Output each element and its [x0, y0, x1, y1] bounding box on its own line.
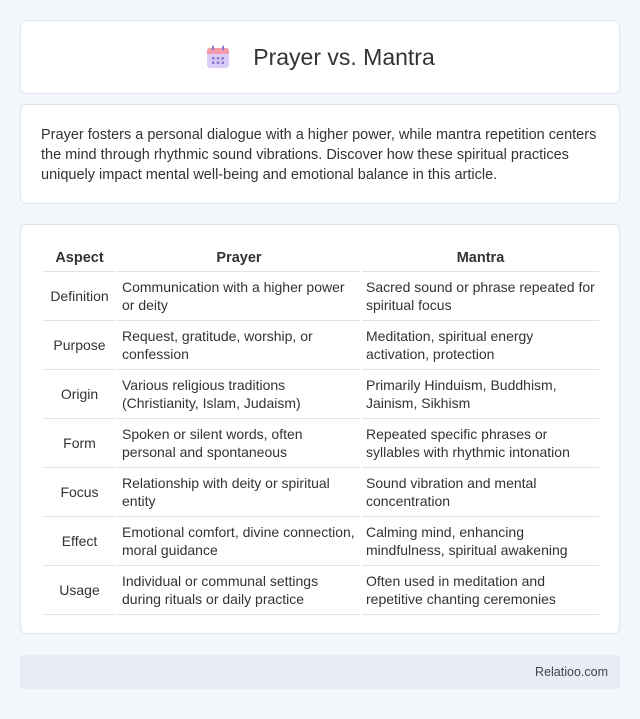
- table-row: [43, 271, 599, 320]
- header-mantra: Mantra: [361, 245, 599, 271]
- row-prayer: Request, gratitude, worship, or confession: [117, 320, 361, 369]
- footer: [20, 655, 620, 689]
- row-prayer: Communication with a higher power or deity: [117, 271, 361, 320]
- row-aspect: Focus: [43, 467, 117, 516]
- row-mantra: Sacred sound or phrase repeated for spiritual focus: [361, 271, 599, 320]
- title-card: [20, 20, 620, 94]
- row-mantra: Calming mind, enhancing mindfulness, spiritual awakening: [361, 516, 599, 565]
- table-row: [43, 516, 599, 565]
- table-row: [43, 467, 599, 516]
- row-aspect: Purpose: [43, 320, 117, 369]
- row-aspect: Definition: [43, 271, 117, 320]
- table-row: [43, 565, 599, 614]
- row-aspect: Origin: [43, 369, 117, 418]
- row-mantra: Often used in meditation and repetitive chanting ceremonies: [361, 565, 599, 614]
- row-prayer: Spoken or silent words, often personal and spontaneous: [117, 418, 361, 467]
- row-mantra: Sound vibration and mental concentration: [361, 467, 599, 516]
- comparison-table: [43, 245, 599, 615]
- table-row: [43, 418, 599, 467]
- table-row: [43, 369, 599, 418]
- intro-text: Prayer fosters a personal dialogue with a higher power, while mantra repetition centers the mind through rhythmic sound vibrations. Discover how these spiritual practices uniquely impact mental well-being and emotional balance in this article.: [41, 127, 597, 183]
- row-prayer: Emotional comfort, divine connection, moral guidance: [117, 516, 361, 565]
- table-header-row: [43, 245, 599, 271]
- row-mantra: Primarily Hinduism, Buddhism, Jainism, Sikhism: [361, 369, 599, 418]
- intro-card: [20, 104, 620, 204]
- header-prayer: Prayer: [117, 245, 361, 271]
- row-mantra: Meditation, spiritual energy activation, protection: [361, 320, 599, 369]
- comparison-card: [20, 224, 620, 634]
- row-prayer: Various religious traditions (Christianity, Islam, Judaism): [117, 369, 361, 418]
- row-aspect: Usage: [43, 565, 117, 614]
- footer-brand: Relatioo.com: [535, 665, 608, 679]
- row-prayer: Individual or communal settings during rituals or daily practice: [117, 565, 361, 614]
- row-mantra: Repeated specific phrases or syllables with rhythmic intonation: [361, 418, 599, 467]
- table-row: [43, 320, 599, 369]
- calendar-icon: [205, 44, 231, 70]
- row-aspect: Effect: [43, 516, 117, 565]
- row-prayer: Relationship with deity or spiritual entity: [117, 467, 361, 516]
- page-title: Prayer vs. Mantra: [253, 43, 435, 70]
- row-aspect: Form: [43, 418, 117, 467]
- header-aspect: Aspect: [43, 245, 117, 271]
